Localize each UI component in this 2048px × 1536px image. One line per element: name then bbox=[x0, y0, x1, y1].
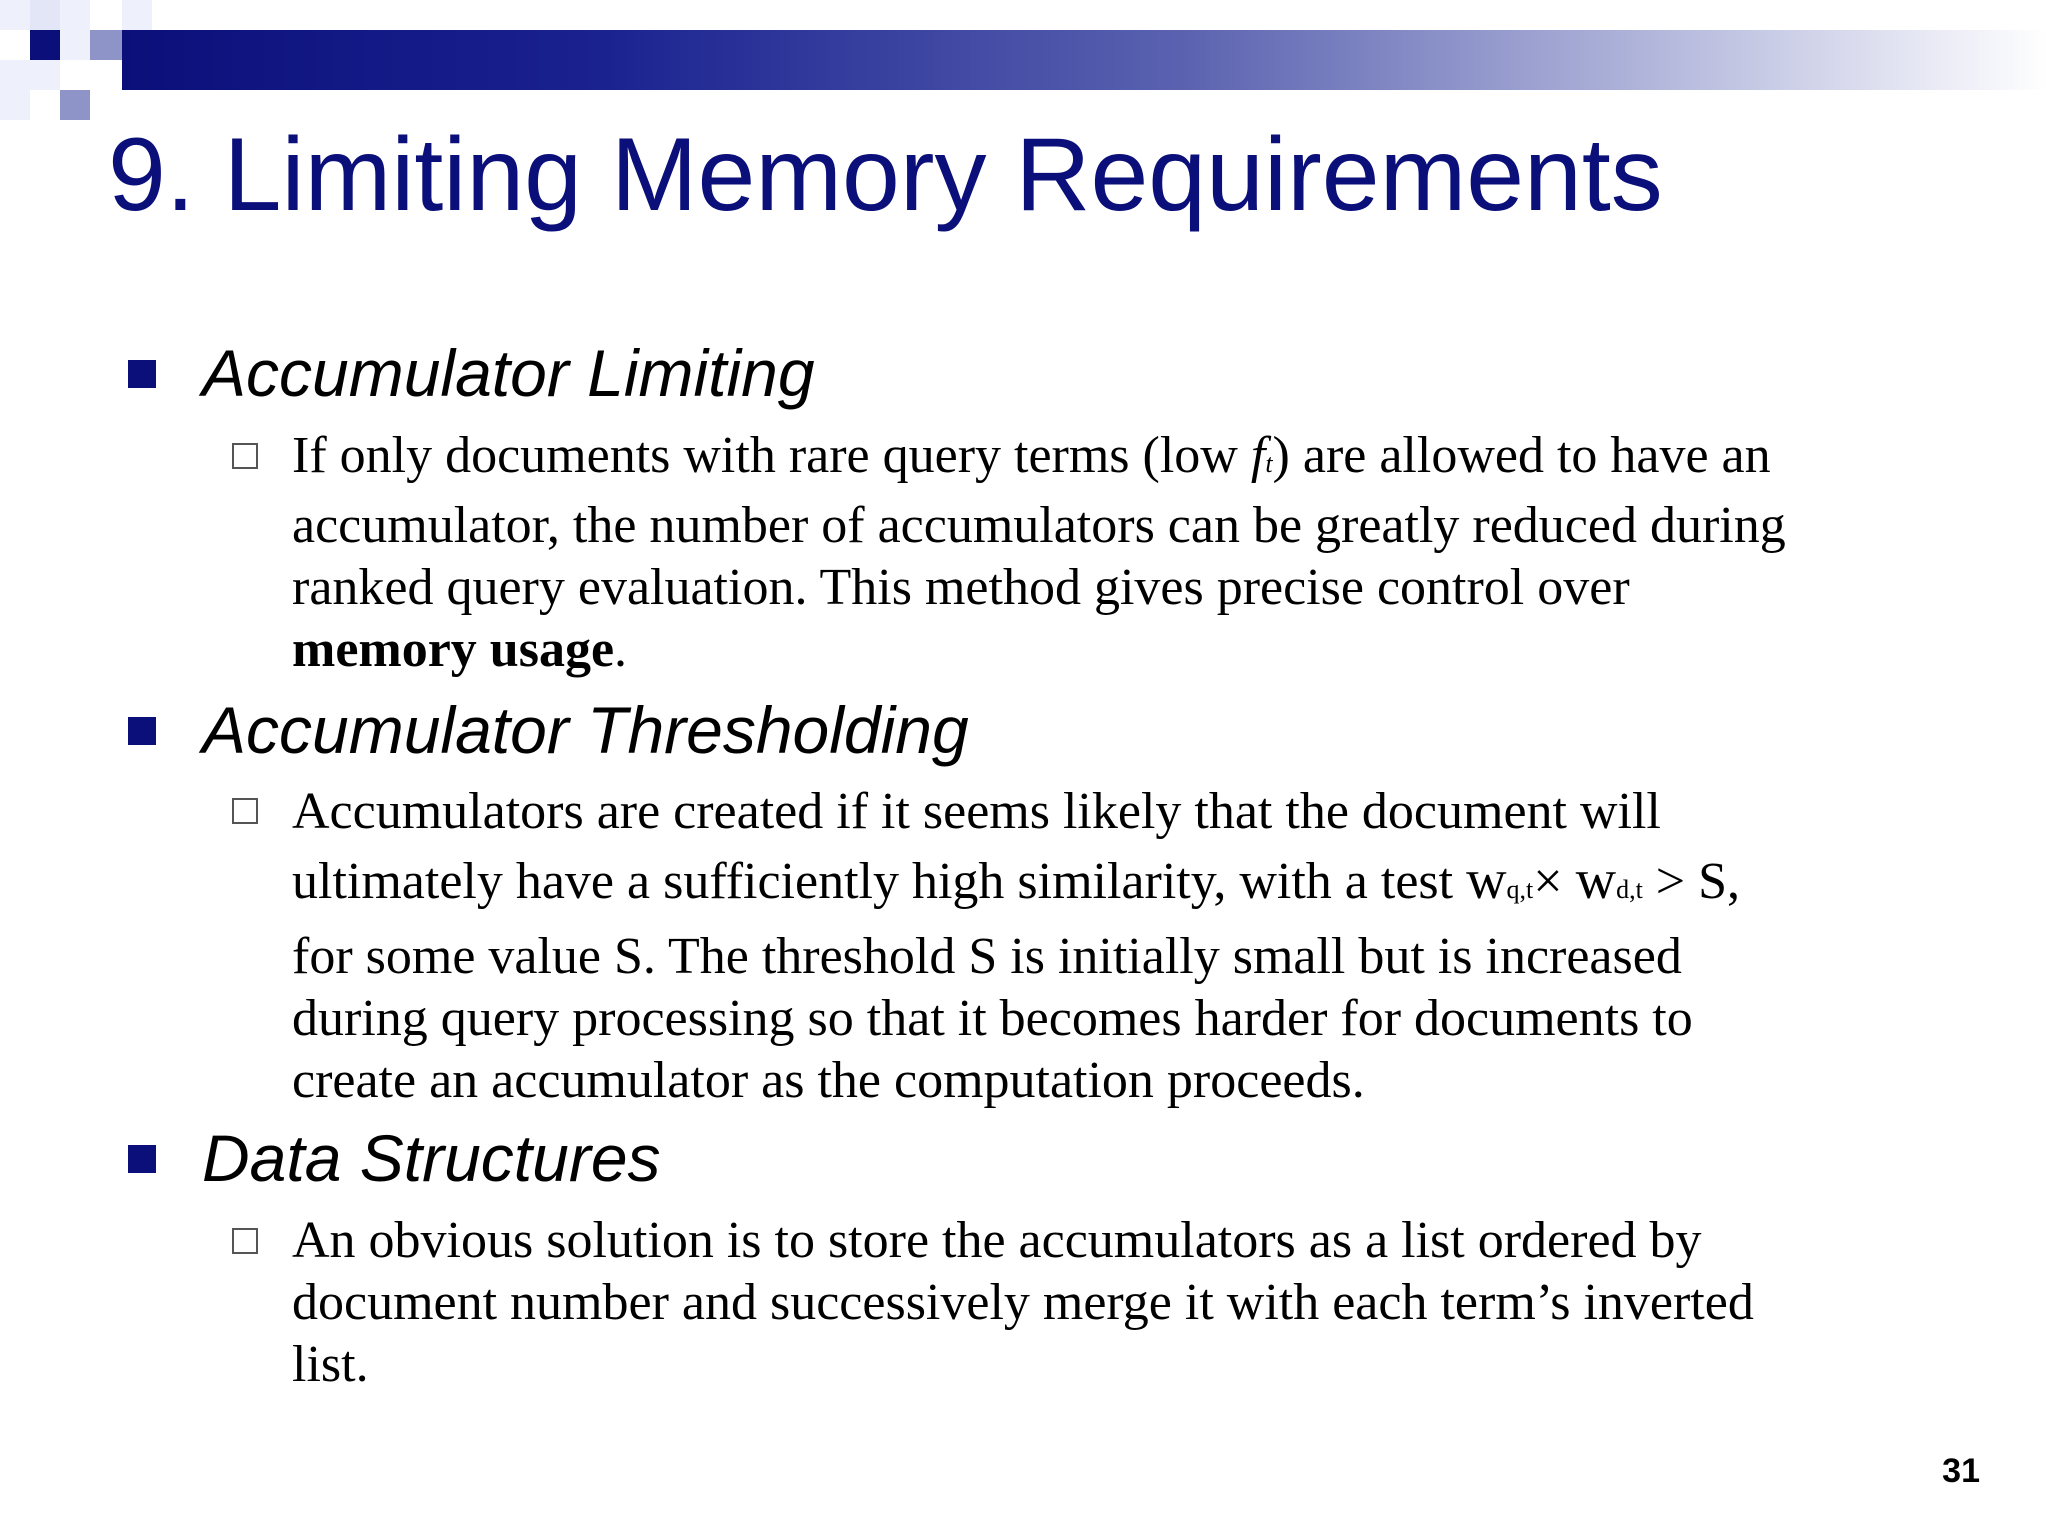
body-paragraph bbox=[292, 780, 1992, 1112]
body-paragraph bbox=[292, 425, 1992, 681]
body-line: memory usage. bbox=[292, 621, 628, 678]
body-line: during query processing so that it becomes harder for documents to bbox=[292, 990, 1693, 1047]
body-line: accumulator, the number of accumulators can be greatly reduced during bbox=[292, 497, 1786, 554]
body-line: document number and successively merge it with each term’s inverted bbox=[292, 1274, 1754, 1331]
header-square bbox=[60, 30, 90, 60]
body-line: Accumulators are created if it seems likely that the document will bbox=[292, 783, 1661, 840]
page-number: 31 bbox=[1942, 1452, 1980, 1490]
header-square bbox=[0, 60, 60, 90]
body-line: If only documents with rare query terms (low ft) are allowed to have an bbox=[292, 427, 1771, 484]
header-band bbox=[122, 30, 2048, 90]
header-square bbox=[30, 0, 60, 30]
header-square bbox=[60, 90, 90, 120]
body-paragraph bbox=[292, 1210, 1992, 1396]
body-line: create an accumulator as the computation proceeds. bbox=[292, 1052, 1365, 1109]
variable-f: f bbox=[1250, 427, 1266, 484]
square-bullet-icon bbox=[128, 717, 156, 745]
subscript-qt: q,t bbox=[1506, 875, 1534, 904]
slide-title: 9. Limiting Memory Requirements bbox=[108, 117, 1663, 233]
body-line: for some value S. The threshold S is initially small but is increased bbox=[292, 928, 1682, 985]
body-line: ranked query evaluation. This method gives precise control over bbox=[292, 559, 1630, 616]
square-bullet-icon bbox=[128, 1145, 156, 1173]
heading-text: Data Structures bbox=[202, 1121, 661, 1195]
heading-text: Accumulator Thresholding bbox=[202, 693, 969, 767]
header-square bbox=[30, 30, 60, 60]
header-square bbox=[90, 30, 122, 60]
subscript-dt: d,t bbox=[1616, 875, 1643, 904]
header-square bbox=[0, 0, 30, 30]
body-line: An obvious solution is to store the accumulators as a list ordered by bbox=[292, 1212, 1702, 1269]
hollow-square-bullet-icon bbox=[232, 1228, 258, 1254]
square-bullet-icon bbox=[128, 360, 156, 388]
header-square bbox=[0, 90, 30, 120]
heading-text: Accumulator Limiting bbox=[202, 336, 815, 410]
hollow-square-bullet-icon bbox=[232, 798, 258, 824]
hollow-square-bullet-icon bbox=[232, 443, 258, 469]
subscript-t: t bbox=[1265, 449, 1273, 478]
body-line: ultimately have a sufficiently high similarity, with a test wq,t× wd,t > S, bbox=[292, 849, 1741, 911]
body-line: list. bbox=[292, 1336, 369, 1393]
weight-w: w bbox=[1466, 849, 1507, 911]
weight-w: w bbox=[1575, 849, 1617, 911]
header-square bbox=[60, 0, 90, 30]
bold-term: memory usage bbox=[292, 621, 615, 678]
header-square bbox=[122, 0, 152, 30]
